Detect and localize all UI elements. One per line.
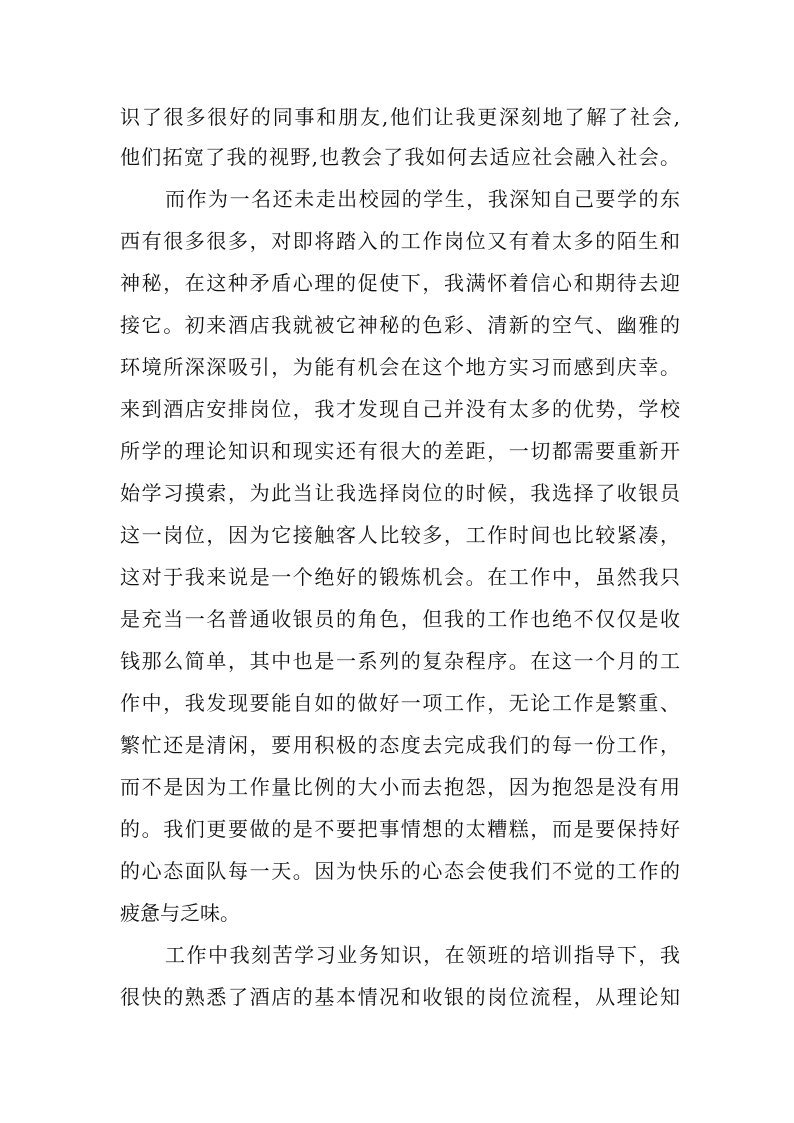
text-line-9: 所学的理论知识和现实还有很大的差距，一切都需要重新开 bbox=[120, 439, 680, 463]
text-line-8: 来到酒店安排岗位，我才发现自己并没有太多的优势，学校 bbox=[120, 397, 680, 421]
text-line-11: 这一岗位，因为它接触客人比较多，工作时间也比较紧凑， bbox=[120, 523, 680, 547]
text-line-13: 是充当一名普通收银员的角色，但我的工作也绝不仅仅是收 bbox=[120, 607, 680, 631]
text-line-18: 的。我们更要做的是不要把事情想的太糟糕，而是要保持好 bbox=[120, 817, 680, 841]
text-line-5: 神秘，在这种矛盾心理的促使下，我满怀着信心和期待去迎 bbox=[120, 271, 680, 295]
text-line-17: 而不是因为工作量比例的大小而去抱怨，因为抱怨是没有用 bbox=[120, 775, 680, 799]
text-line-7: 环境所深深吸引，为能有机会在这个地方实习而感到庆幸。 bbox=[120, 355, 680, 379]
text-line-19: 的心态面队每一天。因为快乐的心态会使我们不觉的工作的 bbox=[120, 859, 680, 883]
text-line-6: 接它。初来酒店我就被它神秘的色彩、清新的空气、幽雅的 bbox=[120, 313, 680, 337]
text-line-15: 作中，我发现要能自如的做好一项工作，无论工作是繁重、 bbox=[120, 691, 680, 715]
text-line-16: 繁忙还是清闲，要用积极的态度去完成我们的每一份工作， bbox=[120, 733, 680, 757]
paragraph-end-line: 疲惫与乏味。 bbox=[120, 901, 240, 925]
text-line-4: 西有很多很多，对即将踏入的工作岗位又有着太多的陌生和 bbox=[120, 229, 680, 253]
text-line-22: 很快的熟悉了酒店的基本情况和收银的岗位流程，从理论知 bbox=[120, 985, 680, 1009]
text-line-10: 始学习摸索，为此当让我选择岗位的时候，我选择了收银员 bbox=[120, 481, 680, 505]
paragraph-start-line: 工作中我刻苦学习业务知识，在领班的培训指导下，我 bbox=[165, 943, 680, 967]
text-line-14: 钱那么简单，其中也是一系列的复杂程序。在这一个月的工 bbox=[120, 649, 680, 673]
text-line-12: 这对于我来说是一个绝好的锻炼机会。在工作中，虽然我只 bbox=[120, 565, 680, 589]
text-line-1: 识了很多很好的同事和朋友,他们让我更深刻地了解了社会, bbox=[120, 105, 680, 129]
text-line-2: 他们拓宽了我的视野,也教会了我如何去适应社会融入社会。 bbox=[120, 145, 680, 169]
paragraph-start-line: 而作为一名还未走出校园的学生，我深知自己要学的东 bbox=[165, 187, 680, 211]
